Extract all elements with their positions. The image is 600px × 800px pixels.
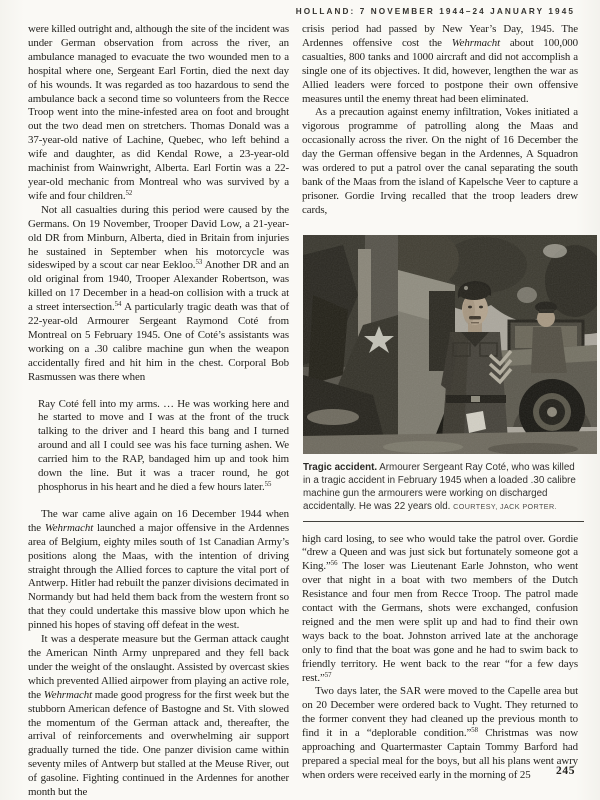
- text-segment: Another DR and an old original from 1940, Trooper Alexander Robertson, was killed on 17 December in a head-on collision with a truck at a street intersection.: [28, 259, 289, 314]
- right-column-top: [302, 23, 578, 218]
- caption-divider-rule: [303, 521, 584, 522]
- figure-tragic-accident: [302, 235, 578, 522]
- text-segment: made good progress for the first week but the stubborn American defence of Bastogne and St. Vith slowed the momentum of the German attack and, thereafter, the arrival of reinforcements and overwhelming air support gradually turned the tide. One panzer division came within seventy miles of Antwerp but stalled at the Meuse River, out of gasoline. Fighting continued in the Ardennes for another month but the: [28, 688, 289, 799]
- text-segment: Two days later, the SAR were moved to the Capelle area but on 20 December were ordered back to Vught. They returned to the former convent they had cleaned up the previous month to find it in a “deplorable condition.”: [302, 685, 578, 740]
- paragraph-vught-christmas: [302, 685, 578, 782]
- paragraph-accidental-deaths: [28, 204, 289, 385]
- footnote-marker: 54: [114, 301, 122, 309]
- paragraph-german-attack: [28, 633, 289, 800]
- left-column: [28, 23, 289, 800]
- right-column: [302, 23, 578, 783]
- text-segment: As a precaution against enemy infiltration, Vokes initiated a vigorous programme of patrolling along the Maas and occasionally across the river. On the night of 16 December the day the German offensive began in the Ardennes, A Squadron was ordered to put a patrol over the canal separating the south bank of the Maas from the island of Kapelsche Veer to capture a prisoner. Gordie Irving recalled that the troop leaders drew cards,: [302, 106, 578, 216]
- figure-caption: [303, 461, 580, 514]
- right-column-bottom: [302, 533, 578, 783]
- footnote-marker: 57: [324, 671, 332, 679]
- text-segment: crisis period had passed by New Year’s Day, 1945. The Ardennes offensive cost the: [302, 23, 578, 49]
- photo-sergeant-ray-cote-jeep: [303, 235, 597, 454]
- paragraph-casualties-evacuation: [28, 23, 289, 204]
- footnote-marker: 56: [330, 560, 338, 568]
- caption-credit: COURTESY, JACK PORTER.: [453, 502, 557, 512]
- page-number: 245: [556, 765, 576, 777]
- footnote-marker: 53: [195, 259, 203, 267]
- text-segment: high card losing, to see who would take the patrol over. Gordie “drew a Queen and was just sick but fortunately someone got a King.”: [302, 532, 578, 573]
- text-segment: Wehrmacht: [43, 688, 93, 701]
- paragraph-ardennes-offensive: [28, 508, 289, 633]
- caption-body: Armourer Sergeant Ray Coté, who was killed in a tragic accident in February 1945 when a loaded .30 calibre machine gun the armourers were working on discharged accidentally. He was 22 years old.: [303, 461, 576, 513]
- caption-lead: Tragic accident.: [303, 461, 378, 473]
- text-segment: A particularly tragic death was that of 22-year-old Armourer Sergeant Raymond Coté from Montreal on 5 February 1945. One of Coté’s assistants was working on a .30 calibre machine gun when the weapon accidentally fired and hit him in the chest. Corporal Bob Rasmussen was there when: [28, 301, 289, 383]
- footnote-marker: 55: [264, 481, 272, 488]
- text-segment: about 100,000 casualties, 800 tanks and 1000 aircraft and did not accomplish a single one of its objectives. It did, however, lengthen the war as Allied leaders were forced to postpone their own offensive measures until the enemy threat had been eliminated.: [302, 36, 579, 105]
- text-segment: Wehrmacht: [44, 521, 94, 534]
- text-segment: The loser was Lieutenant Earle Johnston, who went over that night in a boat with two members of the Dutch Resistance and four men from Recce Troop. The patrol made contact with the Germans, shots were exchanged, confusion reigned and the men were split up and had to find their own ways back to the boat. Johnston arrived late at the anchorage only to find that the boat was gone and he had to swim back to friendly territory. He went back to the rear “for a few days rest.”: [302, 560, 578, 684]
- text-segment: Not all casualties during this period were caused by the Germans. On 19 November, Trooper David Low, a 21-year-old DR from Minburn, Alberta, died in Britain from injuries he sustained in September when his motorcycle was sideswiped by a scout car near Eekloo.: [28, 203, 289, 272]
- text-segment: Ray Coté fell into my arms. … He was working here and he started to move and I was at the front of the truck talking to the driver and I heard this bang and I turned around and all I could see was his face turning ashen. We carried him to the RAP, bandaged him up and took him down the line. But it was a tracer round, he got phosphorus in his heart and he died a few hours later.: [38, 397, 289, 493]
- paragraph-ardennes-cost: [302, 23, 578, 106]
- text-segment: Christmas was now approaching and Quartermaster Captain Tommy Barford had prepared a special meal for the boys, but all his plans went awry when orders were received early in the morning of 25: [302, 727, 579, 781]
- footnote-marker: 52: [125, 189, 133, 197]
- running-header: HOLLAND: 7 NOVEMBER 1944–24 JANUARY 1945: [295, 7, 575, 16]
- paragraph-patrolling-maas: [302, 106, 578, 217]
- text-segment: were killed outright and, although the site of the incident was under German observation from across the river, an ambulance managed to evacuate the two wounded men to a hospital where one, Sergeant Earl Fortin, died the next day of his wounds. It was regarded as too hazardous to send the ambulance back a second time so volunteers from the Recce Troop went into the mine-infested area on foot and brought out the two dead men on stretchers. Thomas Donald was a 37-year-old native of Lachine, Quebec, who left behind a wife and daughter, as did Kendal Rowe, a 23-year-old machinist from Wainwright, Alberta. Earl Fortin was a 22-year-old mechanic from Montreal who was survived by a wife and four children.: [28, 23, 289, 202]
- text-segment: Wehrmacht: [451, 36, 501, 49]
- text-segment: It was a desperate measure but the German attack caught the American Ninth Army unprepared and they fell back under the weight of the onslaught. Assisted by overcast skies which prevented Allied airpower from playing an active role, the: [28, 633, 289, 701]
- text-segment: launched a major offensive in the Ardennes area of Belgium, eighty miles south of 1st Canadian Army’s positions along the Maas, with the intention of driving straight through the Allied forces to capture the vital port of Antwerp. Hitler had rebuilt the panzer divisions decimated in Normandy but had held them back from the western front so that they could undertake this massive blow upon which he pinned his hopes of staving off defeat in the west.: [28, 521, 289, 632]
- paragraph-patrol-johnston: [302, 533, 578, 686]
- footnote-marker: 58: [471, 727, 479, 735]
- text-segment: The war came alive again on 16 December 1944 when the: [28, 507, 289, 534]
- blockquote-rasmussen: [38, 398, 289, 495]
